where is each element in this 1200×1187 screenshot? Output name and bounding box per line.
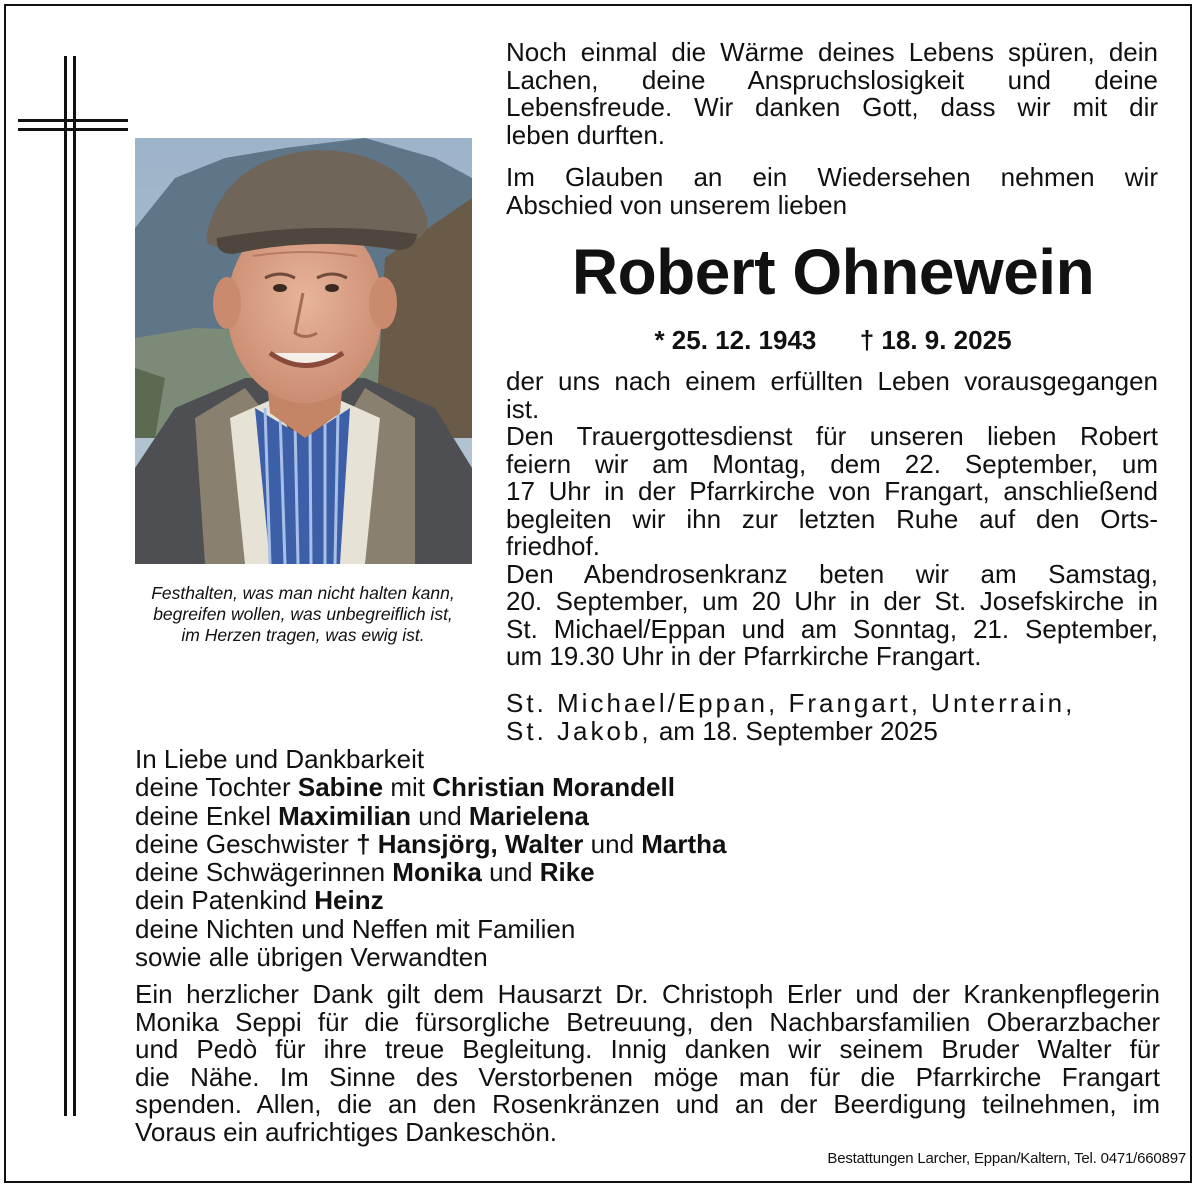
body-line: Den Abendrosenkranz beten wir am Samstag, — [506, 558, 1158, 589]
body-line: begleiten wir ihn zur letzten Ruhe auf den Orts- — [506, 503, 1158, 534]
family-member-name: † Hansjörg, Walter — [356, 828, 584, 859]
funeral-home-footer: Bestattungen Larcher, Eppan/Kaltern, Tel. 0471/660897 — [827, 1150, 1186, 1167]
family-line — [135, 858, 727, 886]
family-relation: mit — [383, 772, 433, 803]
photo-caption — [128, 583, 478, 646]
intro-line: Noch einmal die Wärme deines Lebens spüren, dein — [506, 37, 1158, 67]
family-member-name: Heinz — [314, 885, 384, 916]
place-line: St. Jakob, — [506, 715, 652, 746]
family-line — [135, 943, 727, 971]
family-member-name: Martha — [641, 828, 727, 859]
intro-line: leben durften. — [506, 119, 666, 150]
life-dates: * 25. 12. 1943 † 18. 9. 2025 — [654, 325, 1012, 355]
family-relation: deine Enkel — [135, 800, 279, 831]
intro-line: Lebensfreude. Wir danken Gott, dass wir mit dir — [506, 92, 1158, 122]
caption-line: begreifen wollen, was unbegreiflich ist, — [153, 604, 453, 624]
family-relation: und — [481, 857, 540, 888]
deceased-name: Robert Ohnewein — [571, 236, 1095, 308]
family-relation: sowie alle übrigen Verwandten — [135, 942, 488, 973]
thanks-line: Ein herzlicher Dank gilt dem Hausarzt Dr. Christoph Erler und der Krankenpflegerin — [135, 979, 1160, 1009]
family-intro: In Liebe und Dankbarkeit — [135, 744, 425, 774]
family-list — [135, 745, 727, 971]
farewell-paragraph — [506, 164, 1158, 219]
family-relation: dein Patenkind — [135, 885, 315, 916]
portrait-photo — [135, 138, 472, 564]
farewell-line: Im Glauben an ein Wiedersehen nehmen wir — [506, 162, 1158, 192]
family-relation: und — [411, 800, 469, 831]
body-line: friedhof. — [506, 531, 600, 561]
family-line — [135, 915, 727, 943]
body-line: der uns nach einem erfüllten Leben vorausgegangen — [506, 366, 1158, 396]
body-line: 17 Uhr in der Pfarrkirche von Frangart, anschließend — [506, 476, 1158, 506]
family-member-name: Maximilian — [278, 800, 412, 831]
body-line: um 19.30 Uhr in der Pfarrkirche Frangart. — [506, 641, 982, 671]
intro-line: Lachen, deine Anspruchslosigkeit und deine — [506, 64, 1158, 95]
family-relation: deine Tochter — [135, 772, 298, 803]
family-member-name: Monika — [392, 857, 482, 888]
thanks-paragraph — [135, 981, 1160, 1146]
place-date — [506, 690, 1158, 745]
thanks-line: Voraus ein aufrichtiges Dankeschön. — [135, 1116, 558, 1147]
caption-line: im Herzen tragen, was ewig ist. — [181, 625, 425, 645]
family-member-name: Sabine — [297, 772, 384, 803]
caption-line: Festhalten, was man nicht halten kann, — [151, 583, 455, 603]
body-line: ist. — [506, 393, 540, 424]
family-relation: deine Nichten und Neffen mit Familien — [135, 913, 576, 944]
family-relation: und — [583, 828, 642, 859]
thanks-line: die Nähe. Im Sinne des Verstorbenen möge man für die Pfarrkirche Frangart — [135, 1061, 1160, 1092]
family-member-name: Marielena — [468, 800, 589, 831]
intro-paragraph — [506, 39, 1158, 149]
family-line — [135, 802, 727, 830]
place-line: St. Michael/Eppan, Frangart, Unterrain, — [506, 688, 1076, 718]
date-line: am 18. September 2025 — [651, 715, 938, 746]
family-relation: deine Schwägerinnen — [135, 857, 393, 888]
farewell-line: Abschied von unserem lieben — [506, 189, 848, 220]
family-relation: deine Geschwister — [135, 828, 357, 859]
family-member-name: Rike — [539, 857, 595, 888]
funeral-details — [506, 368, 1158, 671]
thanks-line: Monika Seppi für die fürsorgliche Betreuung, den Nachbarsfamilien Oberarzbacher — [135, 1006, 1160, 1037]
body-line: 20. September, um 20 Uhr in der St. Josefskirche in — [506, 586, 1158, 616]
family-line — [135, 830, 727, 858]
body-line: feiern wir am Montag, dem 22. September, um — [506, 448, 1158, 479]
family-member-name: Christian Morandell — [432, 772, 675, 803]
thanks-line: und Pedò für ihre treue Begleitung. Innig danken wir seinem Bruder Walter für — [135, 1034, 1160, 1064]
family-line — [135, 886, 727, 914]
thanks-line: spenden. Allen, die an den Rosenkränzen und an der Beerdigung teilnehmen, im — [135, 1089, 1160, 1119]
body-line: St. Michael/Eppan und am Sonntag, 21. September, — [506, 613, 1158, 644]
body-line: Den Trauergottesdienst für unseren lieben Robert — [506, 421, 1158, 451]
family-line — [135, 773, 727, 801]
